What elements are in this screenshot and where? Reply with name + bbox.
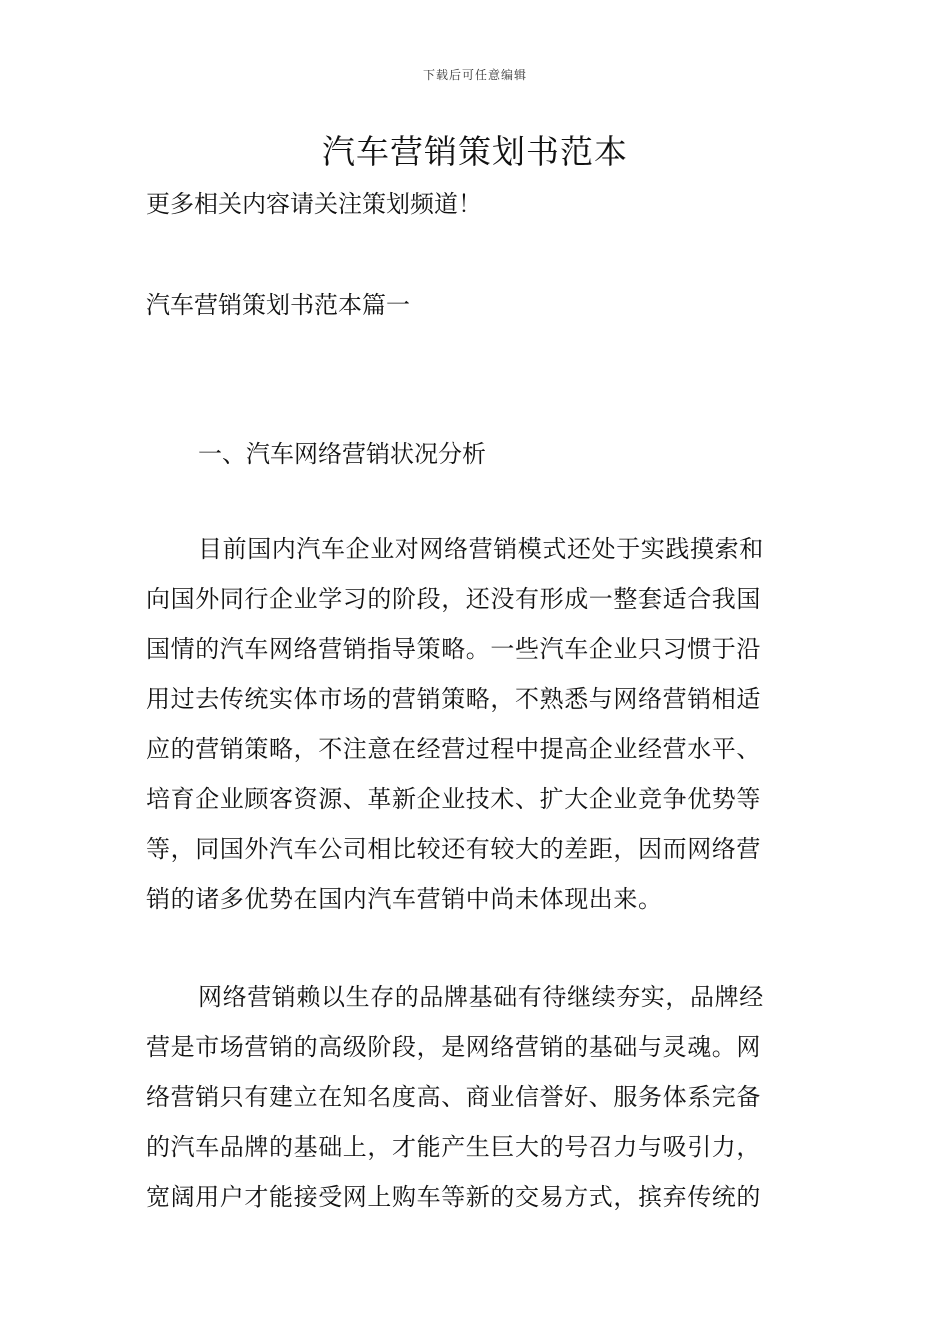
paragraph-line: 等，同国外汽车公司相比较还有较大的差距，因而网络营	[146, 835, 761, 863]
paragraph-line: 营是市场营销的高级阶段，是网络营销的基础与灵魂。网	[146, 1033, 761, 1061]
header-note: 下载后可任意编辑	[422, 68, 527, 82]
paragraph-line: 用过去传统实体市场的营销策略，不熟悉与网络营销相适	[146, 685, 761, 713]
section-heading: 一、汽车网络营销状况分析	[198, 440, 486, 468]
paragraph-line: 宽阔用户才能接受网上购车等新的交易方式，摈弃传统的	[146, 1183, 761, 1211]
paragraph-2	[146, 972, 808, 1222]
section-title: 汽车营销策划书范本篇一	[146, 291, 410, 319]
paragraph-line: 国情的汽车网络营销指导策略。一些汽车企业只习惯于沿	[146, 635, 761, 663]
paragraph-line: 络营销只有建立在知名度高、商业信誉好、服务体系完备	[146, 1083, 761, 1111]
paragraph-line: 网络营销赖以生存的品牌基础有待继续夯实，品牌经	[198, 983, 764, 1011]
document-title: 汽车营销策划书范本	[322, 132, 628, 171]
paragraph-line: 应的营销策略，不注意在经营过程中提高企业经营水平、	[146, 735, 761, 763]
subtitle: 更多相关内容请关注策划频道！	[146, 190, 482, 218]
paragraph-line: 目前国内汽车企业对网络营销模式还处于实践摸索和	[198, 535, 764, 563]
paragraph-line: 的汽车品牌的基础上，才能产生巨大的号召力与吸引力，	[146, 1133, 761, 1161]
paragraph-line: 向国外同行企业学习的阶段，还没有形成一整套适合我国	[146, 585, 761, 613]
paragraph-1	[146, 524, 808, 924]
paragraph-line: 销的诸多优势在国内汽车营销中尚未体现出来。	[146, 885, 663, 913]
paragraph-line: 培育企业顾客资源、革新企业技术、扩大企业竞争优势等	[146, 785, 761, 813]
